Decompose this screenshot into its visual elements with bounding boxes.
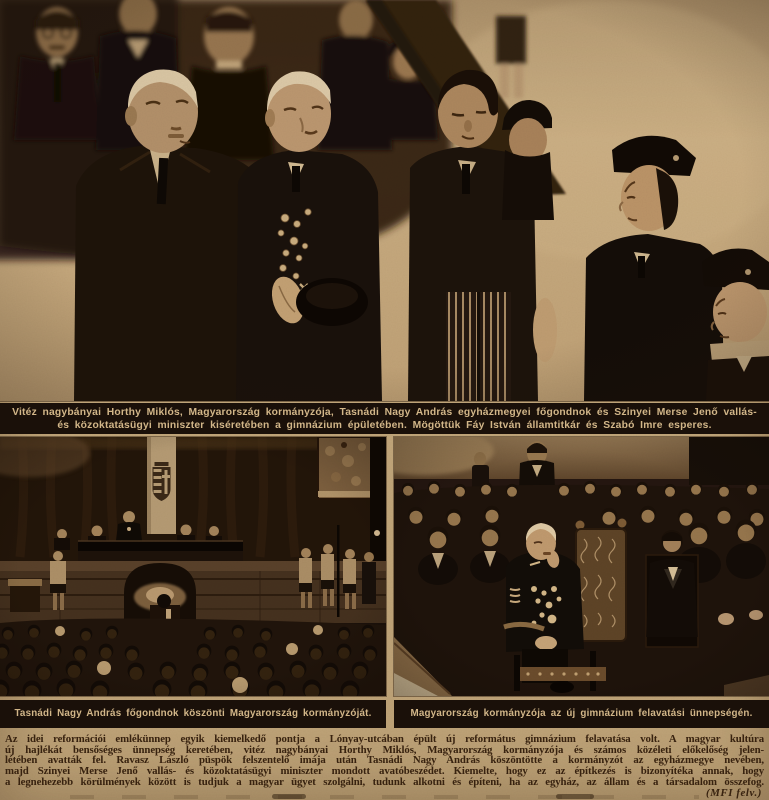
cut-off-letter-blob xyxy=(272,794,306,799)
photo-assembly-hall xyxy=(0,437,386,696)
article-body xyxy=(5,734,764,799)
article-line-4: majd Szinyei Merse Jenő vallás- és közoktatásügyi miniszter mondott avatóbeszédet. Kiemelte, hogy ez az építkezés is bizonyítéka annak, hogy xyxy=(5,765,764,778)
cut-off-letter-tops xyxy=(70,795,699,799)
caption-bottom-right: Magyarország kormányzója az új gimnázium felavatási ünnepségén. xyxy=(394,700,769,728)
caption-top-line2: és közoktatásügyi miniszter kiséretében a gimnázium épületében. Mögöttük Fáy István államtitkár és Szabó Imre esperes. xyxy=(57,419,712,431)
article-line-5: a legnehezebb körülmények között is tudjuk a magyar ügyet szolgálni, tudunk alkotni és építeni, ha az egyház, az állam és a társadalom összefog. xyxy=(5,775,764,788)
article-line-1: Az idei reformációi emlékünnep egyik kiemelkedő pontja a Lónyay-utcában épült új református gimnázium felavatása volt. A magyar kultúra xyxy=(5,733,764,745)
article-line-3: létében avatták fel. Ravasz László püspök felszentelő imája után Tasnádi Nagy András köszöntötte a kormányzót az egyházmegye nevében, xyxy=(5,754,764,767)
cut-off-headline-fragment xyxy=(0,792,769,800)
article-line-2: új hajlékát bensőséges ünnepség keretében, vitéz nagybányai Horthy Miklós, Magyarország kormányzója és számos közéleti előkelőség jelen- xyxy=(5,743,764,756)
cut-off-letter-blob xyxy=(556,794,594,799)
photo-br-illustration xyxy=(394,437,769,696)
photo-credit: (MFI felv.) xyxy=(706,786,762,799)
photo-bl-illustration xyxy=(0,437,386,696)
caption-bottom-left: Tasnádi Nagy András főgondnok köszönti Magyarország kormányzóját. xyxy=(0,700,386,728)
photo-horthy-seated xyxy=(394,437,769,696)
caption-top-line1: Vitéz nagybányai Horthy Miklós, Magyarország kormányzója, Tasnádi Nagy András egyházmegyei főgondnok és Szinyei Merse Jenő vallás- xyxy=(12,407,757,418)
caption-top xyxy=(0,403,769,434)
